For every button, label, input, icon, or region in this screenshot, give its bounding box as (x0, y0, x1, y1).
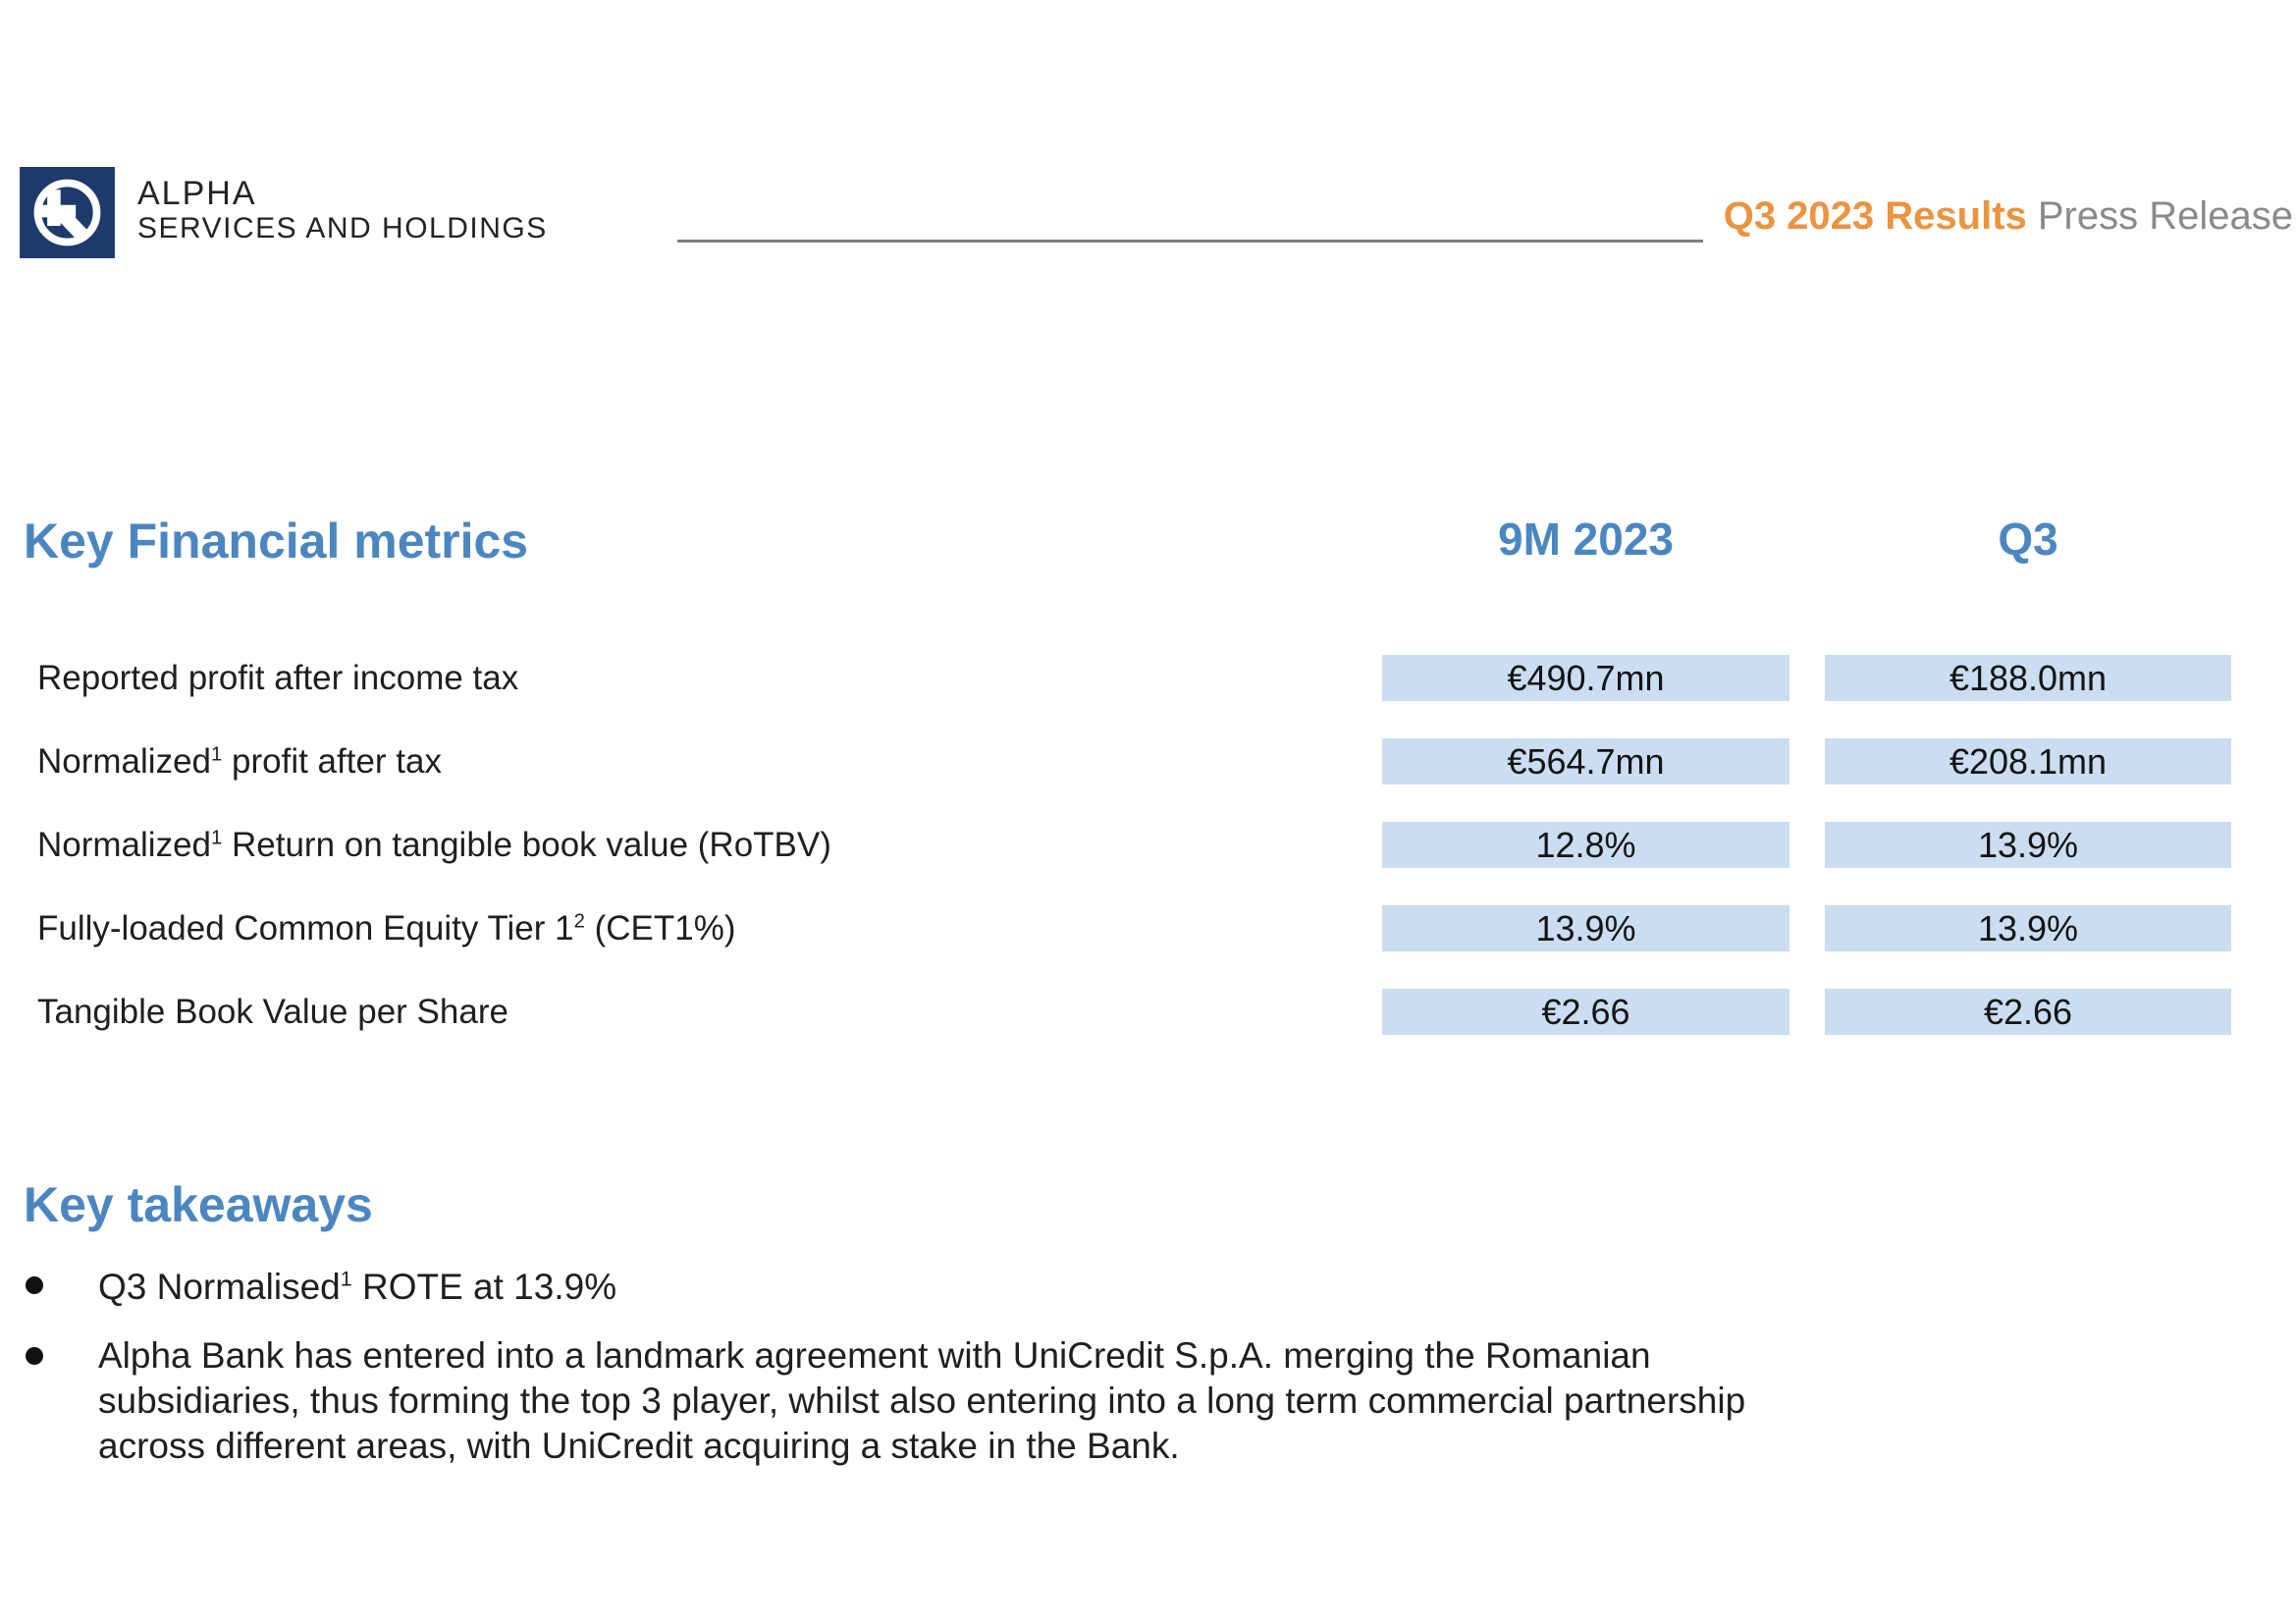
metric-label-reported-profit (37, 655, 1353, 701)
metric-label-text: Return on tangible book value (RoTBV) (222, 826, 831, 864)
takeaway-text-line: Alpha Bank has entered into a landmark agreement with UniCredit S.p.A. merging the Romanian (98, 1335, 1651, 1376)
metric-label-text: profit after tax (222, 742, 442, 781)
metric-value-q3: €208.1mn (1825, 738, 2231, 785)
takeaway-item-unicredit (98, 1333, 2296, 1469)
metric-value-9m: €2.66 (1382, 989, 1789, 1035)
takeaway-text: ROTE at 13.9% (351, 1267, 617, 1307)
metric-label-text: Normalized (37, 826, 211, 864)
metric-value-9m: 12.8% (1382, 822, 1789, 868)
takeaway-text: Q3 Normalised (98, 1267, 341, 1307)
metric-label-text: (CET1%) (584, 909, 736, 947)
metric-label-text: Tangible Book Value per Share (37, 993, 508, 1031)
takeaway-text-line: subsidiaries, thus forming the top 3 player, whilst also entering into a long term commercial partnership (98, 1380, 1746, 1421)
press-release-label: Press Release (2026, 194, 2293, 238)
results-period-label: Q3 2023 Results (1723, 194, 2027, 238)
column-header-9m-2023: 9M 2023 (1497, 514, 1674, 565)
metric-label-text: Normalized (37, 742, 211, 781)
brand-subname: SERVICES AND HOLDINGS (137, 212, 548, 244)
metric-value-q3: 13.9% (1825, 822, 2231, 868)
metric-label-tbv-per-share (37, 989, 1353, 1035)
document-title (1724, 194, 2293, 239)
bullet-icon (26, 1276, 43, 1294)
metric-label-text: Fully-loaded Common Equity Tier 1 (37, 909, 574, 947)
metric-label-cet1 (37, 905, 1353, 951)
footnote-marker: 1 (340, 1267, 352, 1291)
metric-value-9m: €564.7mn (1382, 738, 1789, 785)
metrics-section-title: Key Financial metrics (24, 514, 529, 568)
footnote-marker: 2 (573, 910, 585, 933)
metric-label-rotbv (37, 822, 1353, 868)
metric-label-text: Reported profit after income tax (37, 659, 519, 697)
footnote-marker: 1 (211, 827, 223, 849)
footnote-marker: 1 (211, 743, 223, 766)
brand-wordmark (137, 177, 548, 244)
takeaways-section-title: Key takeaways (24, 1177, 373, 1232)
takeaway-text-line: across different areas, with UniCredit acquiring a stake in the Bank. (98, 1426, 1180, 1466)
column-header-q3: Q3 (1998, 514, 2058, 565)
metric-value-q3: 13.9% (1825, 905, 2231, 951)
takeaway-item-rote (98, 1265, 2296, 1310)
alpha-bank-logo-icon (20, 167, 115, 258)
metric-value-9m: 13.9% (1382, 905, 1789, 951)
header-divider (677, 240, 1703, 243)
metric-value-q3: €188.0mn (1825, 655, 2231, 701)
metric-value-9m: €490.7mn (1382, 655, 1789, 701)
metric-value-q3: €2.66 (1825, 989, 2231, 1035)
brand-name: ALPHA (137, 175, 257, 212)
bullet-icon (26, 1347, 43, 1365)
metric-label-normalized-profit (37, 738, 1353, 785)
